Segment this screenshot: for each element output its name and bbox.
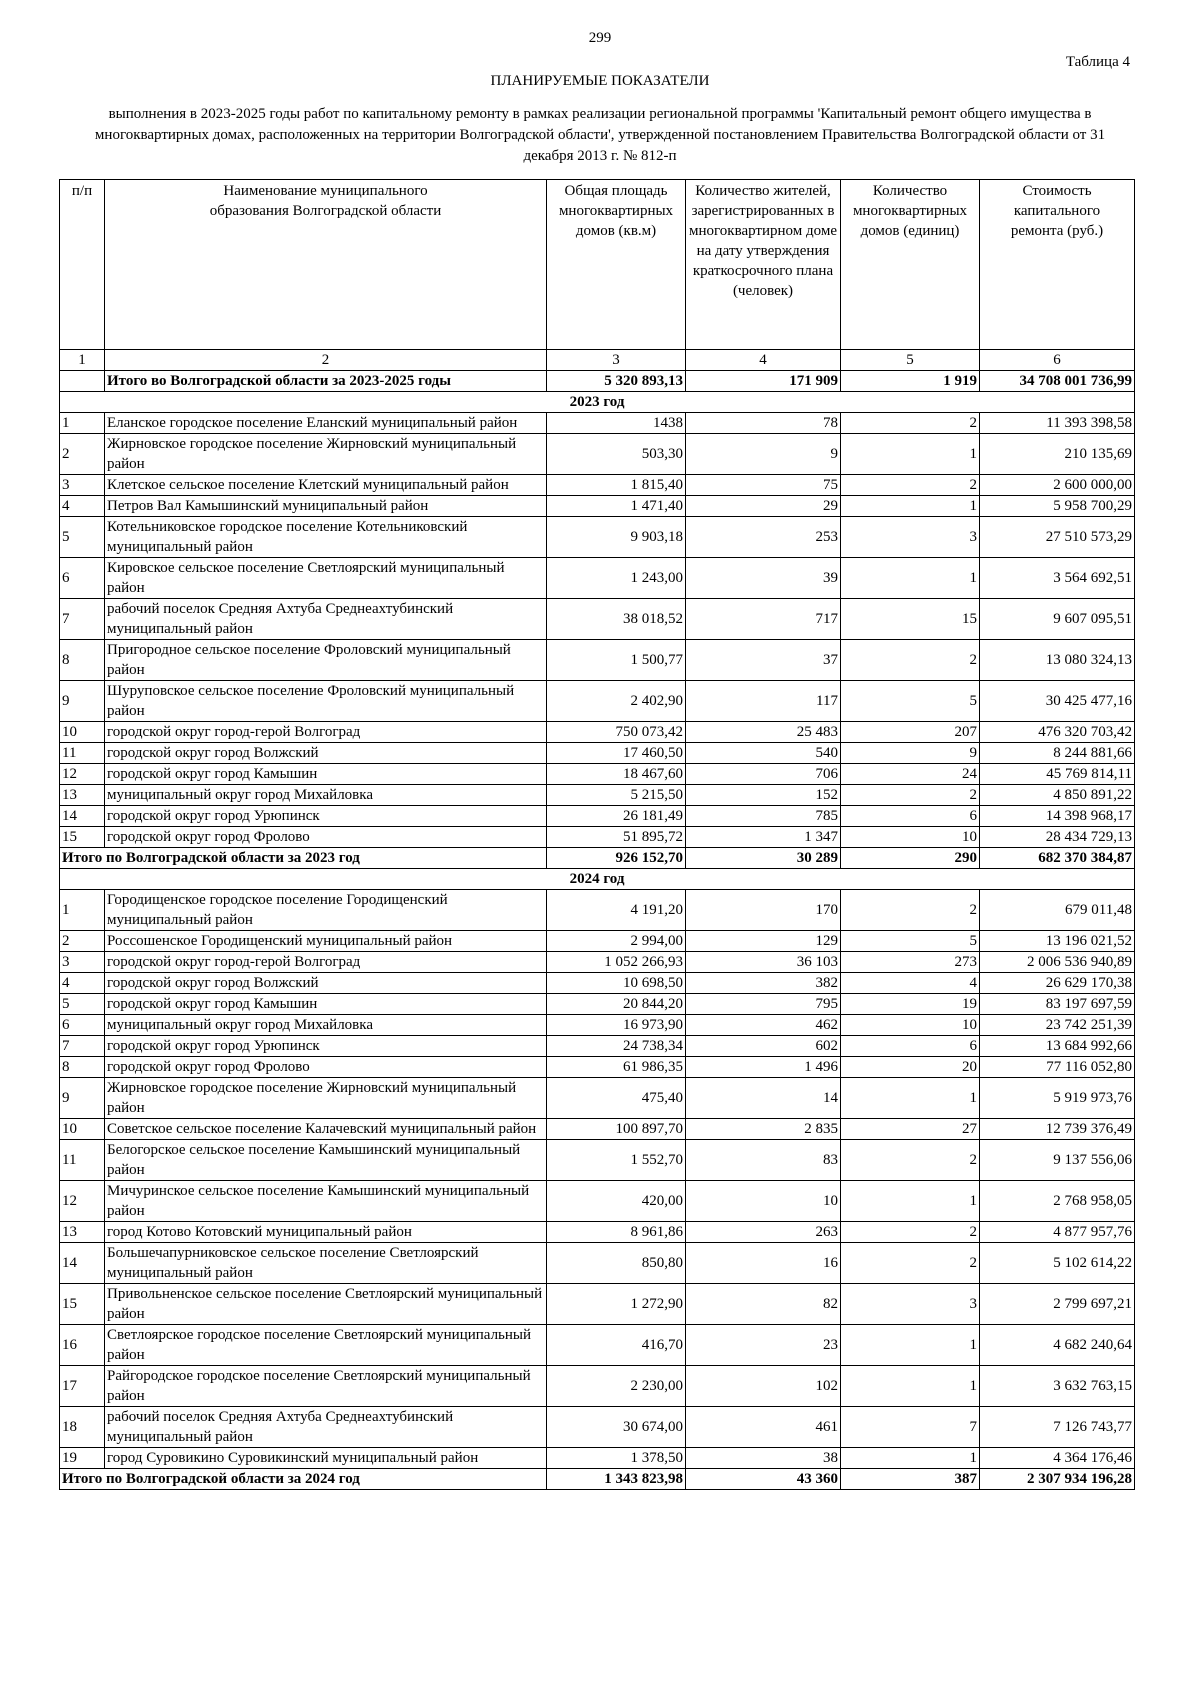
area-value: 1 272,90: [547, 1284, 686, 1325]
area-value: 18 467,60: [547, 764, 686, 785]
area-value: 1 243,00: [547, 558, 686, 599]
municipality-name: город Котово Котовский муниципальный район: [105, 1222, 547, 1243]
cost-value: 2 006 536 940,89: [980, 952, 1135, 973]
row-number: 9: [60, 1078, 105, 1119]
municipality-name: городской округ город Урюпинск: [105, 1036, 547, 1057]
table-row: [60, 806, 1135, 827]
row-number: 8: [60, 1057, 105, 1078]
houses-value: 1: [841, 496, 980, 517]
houses-value: 15: [841, 599, 980, 640]
area-value: 30 674,00: [547, 1407, 686, 1448]
houses-value: 1: [841, 1325, 980, 1366]
grand-total-label: Итого во Волгоградской области за 2023-2025 годы: [105, 371, 547, 392]
cost-value: 3 632 763,15: [980, 1366, 1135, 1407]
table-row: [60, 722, 1135, 743]
municipality-name: Клетское сельское поселение Клетский муниципальный район: [105, 475, 547, 496]
municipality-name: город Суровикино Суровикинский муниципальный район: [105, 1448, 547, 1469]
row-number: 7: [60, 1036, 105, 1057]
cost-value: 13 080 324,13: [980, 640, 1135, 681]
table-row: [60, 764, 1135, 785]
year-total-residents: 43 360: [686, 1469, 841, 1490]
year-total-cost: 2 307 934 196,28: [980, 1469, 1135, 1490]
houses-value: 1: [841, 558, 980, 599]
houses-value: 3: [841, 1284, 980, 1325]
cost-value: 8 244 881,66: [980, 743, 1135, 764]
municipality-name: Привольненское сельское поселение Светлоярский муниципальный район: [105, 1284, 547, 1325]
cost-value: 9 607 095,51: [980, 599, 1135, 640]
cost-value: 77 116 052,80: [980, 1057, 1135, 1078]
area-value: 26 181,49: [547, 806, 686, 827]
year-total-label: Итого по Волгоградской области за 2023 год: [60, 848, 547, 869]
cost-value: 2 768 958,05: [980, 1181, 1135, 1222]
header-row: [60, 180, 1135, 350]
houses-value: 10: [841, 1015, 980, 1036]
cost-value: 5 919 973,76: [980, 1078, 1135, 1119]
column-index: 1: [60, 350, 105, 371]
table-row: [60, 827, 1135, 848]
table-row: [60, 890, 1135, 931]
cost-value: 4 364 176,46: [980, 1448, 1135, 1469]
residents-value: 14: [686, 1078, 841, 1119]
municipality-name: рабочий поселок Средняя Ахтуба Среднеахтубинский муниципальный район: [105, 1407, 547, 1448]
residents-value: 39: [686, 558, 841, 599]
residents-value: 462: [686, 1015, 841, 1036]
area-value: 51 895,72: [547, 827, 686, 848]
table-row: [60, 1325, 1135, 1366]
indicators-table: [59, 179, 1135, 1490]
municipality-name: Большечапурниковское сельское поселение Светлоярский муниципальный район: [105, 1243, 547, 1284]
row-number: 2: [60, 434, 105, 475]
cost-value: 3 564 692,51: [980, 558, 1135, 599]
houses-value: 7: [841, 1407, 980, 1448]
table-row: [60, 1284, 1135, 1325]
document-subtitle: выполнения в 2023-2025 годы работ по капитальному ремонту в рамках реализации региональной программы 'Капитальный ремонт общего имущества в многоквартирных домах, расположенных на территории Волгоградской области', утвержденной постановлением Правительства Волгоградской области от 31 декабря 2013 г. № 812-п: [94, 106, 1106, 164]
residents-value: 78: [686, 413, 841, 434]
row-number: 16: [60, 1325, 105, 1366]
table-row: [60, 558, 1135, 599]
houses-value: 6: [841, 1036, 980, 1057]
area-value: 5 215,50: [547, 785, 686, 806]
cost-value: 30 425 477,16: [980, 681, 1135, 722]
houses-value: 5: [841, 931, 980, 952]
residents-value: 253: [686, 517, 841, 558]
municipality-name: Пригородное сельское поселение Фроловский муниципальный район: [105, 640, 547, 681]
area-value: 2 230,00: [547, 1366, 686, 1407]
year-label: 2023 год: [60, 392, 1135, 413]
table-row: [60, 743, 1135, 764]
row-number: 6: [60, 558, 105, 599]
area-value: 1 815,40: [547, 475, 686, 496]
municipality-name: Котельниковское городское поселение Котельниковский муниципальный район: [105, 517, 547, 558]
column-index: 3: [547, 350, 686, 371]
table-row: [60, 931, 1135, 952]
municipality-name: Советское сельское поселение Калачевский муниципальный район: [105, 1119, 547, 1140]
houses-value: 273: [841, 952, 980, 973]
row-number: 13: [60, 785, 105, 806]
area-value: 20 844,20: [547, 994, 686, 1015]
cost-value: 2 799 697,21: [980, 1284, 1135, 1325]
houses-value: 2: [841, 785, 980, 806]
year-total-residents: 30 289: [686, 848, 841, 869]
municipality-name: Жирновское городское поселение Жирновский муниципальный район: [105, 434, 547, 475]
row-number: 15: [60, 827, 105, 848]
houses-value: 2: [841, 640, 980, 681]
cost-value: 210 135,69: [980, 434, 1135, 475]
municipality-name: городской округ город-герой Волгоград: [105, 952, 547, 973]
houses-value: 1: [841, 434, 980, 475]
grand-total-residents: 171 909: [686, 371, 841, 392]
row-number: 4: [60, 973, 105, 994]
area-value: 416,70: [547, 1325, 686, 1366]
column-header: Количество многоквартирных домов (единиц): [841, 180, 980, 350]
area-value: 1438: [547, 413, 686, 434]
row-number: 8: [60, 640, 105, 681]
year-label: 2024 год: [60, 869, 1135, 890]
municipality-name: Городищенское городское поселение Городищенский муниципальный район: [105, 890, 547, 931]
row-number: 18: [60, 1407, 105, 1448]
area-value: 750 073,42: [547, 722, 686, 743]
area-value: 420,00: [547, 1181, 686, 1222]
residents-value: 706: [686, 764, 841, 785]
houses-value: 1: [841, 1366, 980, 1407]
area-value: 1 500,77: [547, 640, 686, 681]
grand-total-houses: 1 919: [841, 371, 980, 392]
houses-value: 2: [841, 475, 980, 496]
municipality-name: муниципальный округ город Михайловка: [105, 1015, 547, 1036]
residents-value: 29: [686, 496, 841, 517]
houses-value: 2: [841, 1243, 980, 1284]
column-index: 5: [841, 350, 980, 371]
municipality-name: городской округ город Урюпинск: [105, 806, 547, 827]
year-total-area: 926 152,70: [547, 848, 686, 869]
municipality-name: Светлоярское городское поселение Светлоярский муниципальный район: [105, 1325, 547, 1366]
residents-value: 717: [686, 599, 841, 640]
cost-value: 14 398 968,17: [980, 806, 1135, 827]
cost-value: 12 739 376,49: [980, 1119, 1135, 1140]
grand-total-blank: [60, 371, 105, 392]
table-row: [60, 1243, 1135, 1284]
column-index-row: [60, 350, 1135, 371]
row-number: 7: [60, 599, 105, 640]
area-value: 1 552,70: [547, 1140, 686, 1181]
houses-value: 6: [841, 806, 980, 827]
municipality-name: Петров Вал Камышинский муниципальный район: [105, 496, 547, 517]
table-label: Таблица 4: [1065, 54, 1130, 70]
cost-value: 7 126 743,77: [980, 1407, 1135, 1448]
row-number: 13: [60, 1222, 105, 1243]
year-header-row: [60, 869, 1135, 890]
row-number: 6: [60, 1015, 105, 1036]
cost-value: 5 958 700,29: [980, 496, 1135, 517]
houses-value: 27: [841, 1119, 980, 1140]
row-number: 12: [60, 764, 105, 785]
residents-value: 540: [686, 743, 841, 764]
residents-value: 75: [686, 475, 841, 496]
cost-value: 4 682 240,64: [980, 1325, 1135, 1366]
table-row: [60, 1222, 1135, 1243]
residents-value: 36 103: [686, 952, 841, 973]
houses-value: 2: [841, 1140, 980, 1181]
cost-value: 476 320 703,42: [980, 722, 1135, 743]
residents-value: 602: [686, 1036, 841, 1057]
area-value: 1 378,50: [547, 1448, 686, 1469]
houses-value: 2: [841, 413, 980, 434]
row-number: 17: [60, 1366, 105, 1407]
year-total-houses: 387: [841, 1469, 980, 1490]
area-value: 475,40: [547, 1078, 686, 1119]
cost-value: 4 850 891,22: [980, 785, 1135, 806]
cost-value: 83 197 697,59: [980, 994, 1135, 1015]
municipality-name: Россошенское Городищенский муниципальный район: [105, 931, 547, 952]
residents-value: 117: [686, 681, 841, 722]
houses-value: 19: [841, 994, 980, 1015]
cost-value: 23 742 251,39: [980, 1015, 1135, 1036]
row-number: 15: [60, 1284, 105, 1325]
area-value: 61 986,35: [547, 1057, 686, 1078]
area-value: 10 698,50: [547, 973, 686, 994]
residents-value: 83: [686, 1140, 841, 1181]
cost-value: 13 684 992,66: [980, 1036, 1135, 1057]
municipality-name: городской округ город-герой Волгоград: [105, 722, 547, 743]
table-row: [60, 640, 1135, 681]
table-row: [60, 1448, 1135, 1469]
row-number: 14: [60, 806, 105, 827]
area-value: 16 973,90: [547, 1015, 686, 1036]
column-index: 2: [105, 350, 547, 371]
houses-value: 2: [841, 890, 980, 931]
residents-value: 2 835: [686, 1119, 841, 1140]
year-total-cost: 682 370 384,87: [980, 848, 1135, 869]
row-number: 3: [60, 475, 105, 496]
row-number: 1: [60, 890, 105, 931]
column-header: п/п: [60, 180, 105, 350]
cost-value: 28 434 729,13: [980, 827, 1135, 848]
municipality-name: городской округ город Волжский: [105, 743, 547, 764]
residents-value: 10: [686, 1181, 841, 1222]
grand-total-row: [60, 371, 1135, 392]
residents-value: 263: [686, 1222, 841, 1243]
table-row: [60, 599, 1135, 640]
row-number: 1: [60, 413, 105, 434]
row-number: 14: [60, 1243, 105, 1284]
residents-value: 102: [686, 1366, 841, 1407]
row-number: 4: [60, 496, 105, 517]
houses-value: 5: [841, 681, 980, 722]
municipality-name: городской округ город Волжский: [105, 973, 547, 994]
table-row: [60, 1407, 1135, 1448]
table-row: [60, 517, 1135, 558]
table-row: [60, 475, 1135, 496]
residents-value: 38: [686, 1448, 841, 1469]
municipality-name: Еланское городское поселение Еланский муниципальный район: [105, 413, 547, 434]
houses-value: 20: [841, 1057, 980, 1078]
residents-value: 170: [686, 890, 841, 931]
year-total-row: [60, 848, 1135, 869]
residents-value: 1 496: [686, 1057, 841, 1078]
municipality-name: Кировское сельское поселение Светлоярский муниципальный район: [105, 558, 547, 599]
houses-value: 4: [841, 973, 980, 994]
residents-value: 461: [686, 1407, 841, 1448]
houses-value: 3: [841, 517, 980, 558]
cost-value: 26 629 170,38: [980, 973, 1135, 994]
cost-value: 679 011,48: [980, 890, 1135, 931]
area-value: 2 994,00: [547, 931, 686, 952]
residents-value: 25 483: [686, 722, 841, 743]
column-header: Общая площадь многоквартирных домов (кв.м): [547, 180, 686, 350]
residents-value: 152: [686, 785, 841, 806]
table-row: [60, 1366, 1135, 1407]
municipality-name: Шуруповское сельское поселение Фроловский муниципальный район: [105, 681, 547, 722]
area-value: 4 191,20: [547, 890, 686, 931]
residents-value: 9: [686, 434, 841, 475]
table-row: [60, 496, 1135, 517]
table-row: [60, 1119, 1135, 1140]
houses-value: 2: [841, 1222, 980, 1243]
houses-value: 24: [841, 764, 980, 785]
municipality-name: городской округ город Фролово: [105, 1057, 547, 1078]
cost-value: 27 510 573,29: [980, 517, 1135, 558]
row-number: 12: [60, 1181, 105, 1222]
column-index: 4: [686, 350, 841, 371]
table-row: [60, 434, 1135, 475]
area-value: 9 903,18: [547, 517, 686, 558]
cost-value: 5 102 614,22: [980, 1243, 1135, 1284]
municipality-name: Белогорское сельское поселение Камышинский муниципальный район: [105, 1140, 547, 1181]
table-row: [60, 1015, 1135, 1036]
table-row: [60, 994, 1135, 1015]
table-row: [60, 1078, 1135, 1119]
table-row: [60, 785, 1135, 806]
page-number: 299: [588, 30, 612, 46]
year-total-row: [60, 1469, 1135, 1490]
houses-value: 1: [841, 1181, 980, 1222]
year-total-label: Итого по Волгоградской области за 2024 год: [60, 1469, 547, 1490]
column-header: Стоимость капитального ремонта (руб.): [980, 180, 1135, 350]
table-row: [60, 681, 1135, 722]
document-title: ПЛАНИРУЕМЫЕ ПОКАЗАТЕЛИ: [490, 73, 710, 89]
area-value: 2 402,90: [547, 681, 686, 722]
houses-value: 1: [841, 1078, 980, 1119]
houses-value: 207: [841, 722, 980, 743]
cost-value: 2 600 000,00: [980, 475, 1135, 496]
municipality-name: городской округ город Камышин: [105, 764, 547, 785]
residents-value: 1 347: [686, 827, 841, 848]
residents-value: 129: [686, 931, 841, 952]
area-value: 38 018,52: [547, 599, 686, 640]
houses-value: 10: [841, 827, 980, 848]
cost-value: 45 769 814,11: [980, 764, 1135, 785]
cost-value: 11 393 398,58: [980, 413, 1135, 434]
table-row: [60, 1036, 1135, 1057]
houses-value: 9: [841, 743, 980, 764]
column-index: 6: [980, 350, 1135, 371]
residents-value: 795: [686, 994, 841, 1015]
table-row: [60, 1181, 1135, 1222]
grand-total-cost: 34 708 001 736,99: [980, 371, 1135, 392]
area-value: 24 738,34: [547, 1036, 686, 1057]
municipality-name: Мичуринское сельское поселение Камышинский муниципальный район: [105, 1181, 547, 1222]
column-header: Наименование муниципального образования Волгоградской области: [105, 180, 547, 350]
municipality-name: городской округ город Фролово: [105, 827, 547, 848]
table-row: [60, 973, 1135, 994]
municipality-name: Райгородское городское поселение Светлоярский муниципальный район: [105, 1366, 547, 1407]
row-number: 3: [60, 952, 105, 973]
residents-value: 37: [686, 640, 841, 681]
year-total-houses: 290: [841, 848, 980, 869]
municipality-name: рабочий поселок Средняя Ахтуба Среднеахтубинский муниципальный район: [105, 599, 547, 640]
row-number: 11: [60, 743, 105, 764]
table-row: [60, 952, 1135, 973]
area-value: 850,80: [547, 1243, 686, 1284]
residents-value: 382: [686, 973, 841, 994]
year-header-row: [60, 392, 1135, 413]
grand-total-area: 5 320 893,13: [547, 371, 686, 392]
cost-value: 4 877 957,76: [980, 1222, 1135, 1243]
year-total-area: 1 343 823,98: [547, 1469, 686, 1490]
table-row: [60, 413, 1135, 434]
area-value: 100 897,70: [547, 1119, 686, 1140]
row-number: 9: [60, 681, 105, 722]
area-value: 503,30: [547, 434, 686, 475]
column-header: Количество жителей, зарегистрированных в многоквартирном доме на дату утверждения краткосрочного плана (человек): [686, 180, 841, 350]
area-value: 1 052 266,93: [547, 952, 686, 973]
residents-value: 16: [686, 1243, 841, 1284]
residents-value: 785: [686, 806, 841, 827]
municipality-name: городской округ город Камышин: [105, 994, 547, 1015]
houses-value: 1: [841, 1448, 980, 1469]
table-row: [60, 1140, 1135, 1181]
row-number: 10: [60, 1119, 105, 1140]
row-number: 2: [60, 931, 105, 952]
residents-value: 23: [686, 1325, 841, 1366]
cost-value: 9 137 556,06: [980, 1140, 1135, 1181]
table-row: [60, 1057, 1135, 1078]
area-value: 8 961,86: [547, 1222, 686, 1243]
row-number: 19: [60, 1448, 105, 1469]
row-number: 10: [60, 722, 105, 743]
row-number: 11: [60, 1140, 105, 1181]
municipality-name: муниципальный округ город Михайловка: [105, 785, 547, 806]
municipality-name: Жирновское городское поселение Жирновский муниципальный район: [105, 1078, 547, 1119]
row-number: 5: [60, 994, 105, 1015]
residents-value: 82: [686, 1284, 841, 1325]
area-value: 1 471,40: [547, 496, 686, 517]
row-number: 5: [60, 517, 105, 558]
cost-value: 13 196 021,52: [980, 931, 1135, 952]
area-value: 17 460,50: [547, 743, 686, 764]
